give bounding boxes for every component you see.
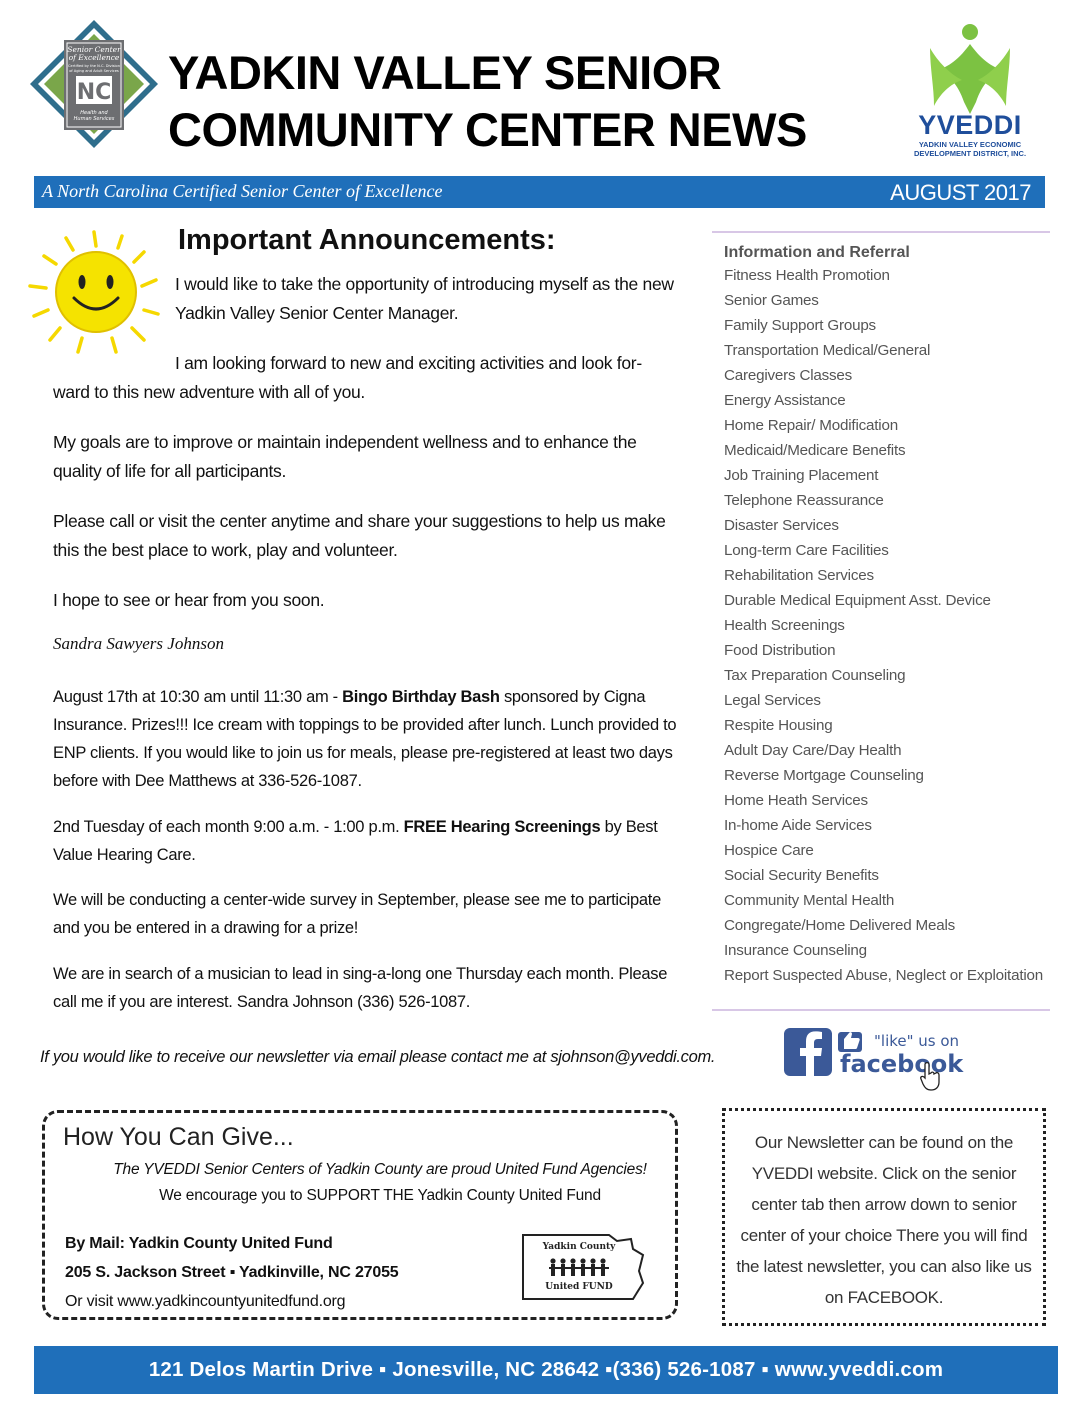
sidebar-heading: Information and Referral	[724, 244, 910, 261]
bingo-event-time: August 17th at 10:30 am until 11:30 am -	[53, 688, 343, 706]
mailing-info	[65, 1229, 398, 1316]
referral-item: Family Support Groups	[724, 317, 876, 334]
referral-item: Report Suspected Abuse, Neglect or Exploitation	[724, 967, 1044, 984]
bingo-event-name: Bingo Birthday Bash	[342, 688, 500, 706]
hearing-event	[53, 813, 681, 869]
newsletter-online-box	[722, 1108, 1046, 1326]
badge-nc: NC	[76, 80, 112, 105]
intro-paragraph: I would like to take the opportunity of introducing myself as the new Yadkin Valley Senior Center Manager.	[175, 274, 674, 323]
musician-event: We are in search of a musician to lead in sing-a-long one Thursday each month. Please call me if you are interest. Sandra Johnson (336) 526-1087.	[53, 965, 668, 1011]
smiling-sun-icon	[26, 228, 176, 358]
referral-item: In-home Aide Services	[724, 817, 872, 834]
referral-item: Durable Medical Equipment Asst. Device	[724, 592, 991, 609]
yveddi-logo-name: YVEDDI	[918, 110, 1022, 140]
newsletter-online-text: Our Newsletter can be found on the YVEDDI website. Click on the senior center tab then arrow down to senior center of your choice There you will find the latest newsletter, you can also like us on FACEBOOK.	[736, 1133, 1032, 1307]
referral-item: Transportation Medical/General	[724, 342, 931, 359]
badge-text-2: of Excellence	[68, 53, 120, 62]
referral-item: Adult Day Care/Day Health	[724, 742, 902, 759]
referral-item: Social Security Benefits	[724, 867, 879, 884]
referral-item: Insurance Counseling	[724, 942, 867, 959]
referral-item: Caregivers Classes	[724, 367, 853, 384]
bingo-event-details: sponsored by Cigna Insurance. Prizes!!! Ice cream with toppings to be provided after lunch. Lunch provided to ENP clients. If you would like to join us for meals, please pre-registered at least two days before with Dee Matthews at 336-526-1087.	[53, 688, 677, 790]
referral-item: Disaster Services	[724, 517, 839, 534]
logo-sub-line-2: DEVELOPMENT DISTRICT, INC.	[913, 149, 1027, 158]
how-you-can-give-box	[42, 1110, 678, 1320]
referral-item: Home Repair/ Modification	[724, 417, 898, 434]
survey-event: We will be conducting a center-wide survey in September, please see me to participate and you be entered in a drawing for a prize!	[53, 891, 661, 937]
mail-line-1: By Mail: Yadkin County United Fund	[65, 1235, 333, 1252]
title-line-1: YADKIN VALLEY SENIOR	[168, 46, 722, 99]
footer-contact-bar: 121 Delos Martin Drive ▪ Jonesville, NC 28642 ▪(336) 526-1087 ▪ www.yveddi.com	[34, 1346, 1058, 1394]
referral-item: Energy Assistance	[724, 392, 846, 409]
bingo-event	[53, 683, 681, 795]
issue-date: AUGUST 2017	[890, 180, 1031, 205]
facebook-wordmark: facebook	[840, 1050, 964, 1078]
sidebar-top-rule	[712, 231, 1050, 233]
looking-forward-line-2: ward to this new adventure with all of you.	[53, 382, 365, 402]
referral-item: Health Screenings	[724, 617, 845, 634]
referral-item: Community Mental Health	[724, 892, 895, 909]
referral-item: Food Distribution	[724, 642, 836, 659]
announcements-title: Important Announcements:	[178, 224, 556, 256]
hearing-event-time: 2nd Tuesday of each month 9:00 a.m. - 1:00 p.m.	[53, 818, 404, 836]
title-line-2: COMMUNITY CENTER NEWS	[168, 103, 807, 156]
facebook-like-badge[interactable]	[784, 1022, 974, 1092]
referral-item: Hospice Care	[724, 842, 814, 859]
mail-line-2: 205 S. Jackson Street ▪ Yadkinville, NC 27055	[65, 1264, 399, 1281]
ycuf-logo-top-text: Yadkin County	[542, 1242, 616, 1252]
senior-center-excellence-badge	[28, 18, 160, 150]
referral-item: Job Training Placement	[724, 467, 879, 484]
looking-forward-line-1: I am looking forward to new and exciting activities and look for-	[175, 353, 642, 373]
badge-text-3: Certified by the N.C. Division	[68, 64, 120, 68]
suggestions-paragraph: Please call or visit the center anytime and share your suggestions to help us make this the best place to work, play and volunteer.	[53, 511, 666, 560]
referral-item: Fitness Health Promotion	[724, 267, 890, 284]
referral-item: Medicaid/Medicare Benefits	[724, 442, 906, 459]
signature: Sandra Sawyers Johnson	[53, 634, 224, 653]
referral-list	[724, 263, 1043, 988]
referral-item: Rehabilitation Services	[724, 567, 874, 584]
banner-tagline: A North Carolina Certified Senior Center of Excellence	[42, 181, 443, 201]
referral-item: Congregate/Home Delivered Meals	[724, 917, 956, 934]
badge-text-5: Health and	[80, 110, 108, 116]
closing-line: I hope to see or hear from you soon.	[53, 590, 325, 610]
ycuf-logo-bottom-text: United FUND	[545, 1282, 613, 1292]
badge-text-1: Senior Center	[67, 45, 121, 54]
goals-paragraph: My goals are to improve or maintain independent wellness and to enhance the quality of life for all participants.	[53, 432, 637, 481]
like-us-text: "like" us on	[874, 1032, 960, 1050]
newsletter-title	[168, 44, 868, 158]
badge-text-4: of Aging and Adult Services	[69, 69, 119, 73]
email-subscribe-line: If you would like to receive our newsletter via email please contact me at sjohnson@yveddi.com.	[40, 1048, 716, 1066]
logo-sub-line-1: YADKIN VALLEY ECONOMIC	[918, 140, 1022, 149]
hearing-event-details: by Best Value Hearing Care.	[53, 818, 658, 864]
yadkin-county-united-fund-logo	[519, 1231, 647, 1303]
referral-item: Home Heath Services	[724, 792, 868, 809]
referral-item: Reverse Mortgage Counseling	[724, 767, 924, 784]
badge-text-6: Human Services	[73, 116, 115, 122]
tagline-banner	[34, 176, 1045, 208]
referral-item: Tax Preparation Counseling	[724, 667, 906, 684]
referral-item: Respite Housing	[724, 717, 833, 734]
referral-item: Legal Services	[724, 692, 821, 709]
united-fund-statement: The YVEDDI Senior Centers of Yadkin County are proud United Fund Agencies!	[113, 1161, 647, 1178]
give-title: How You Can Give...	[63, 1123, 294, 1151]
referral-item: Telephone Reassurance	[724, 492, 884, 509]
thumbs-up-icon	[838, 1032, 862, 1052]
sidebar-bottom-rule	[712, 1009, 1050, 1011]
united-fund-website[interactable]: Or visit www.yadkincountyunitedfund.org	[65, 1293, 346, 1310]
hearing-event-name: FREE Hearing Screenings	[403, 818, 601, 836]
referral-item: Senior Games	[724, 292, 819, 309]
referral-item: Long-term Care Facilities	[724, 542, 889, 559]
support-statement: We encourage you to SUPPORT THE Yadkin County United Fund	[159, 1187, 601, 1204]
yveddi-logo-subtitle	[900, 140, 1040, 158]
